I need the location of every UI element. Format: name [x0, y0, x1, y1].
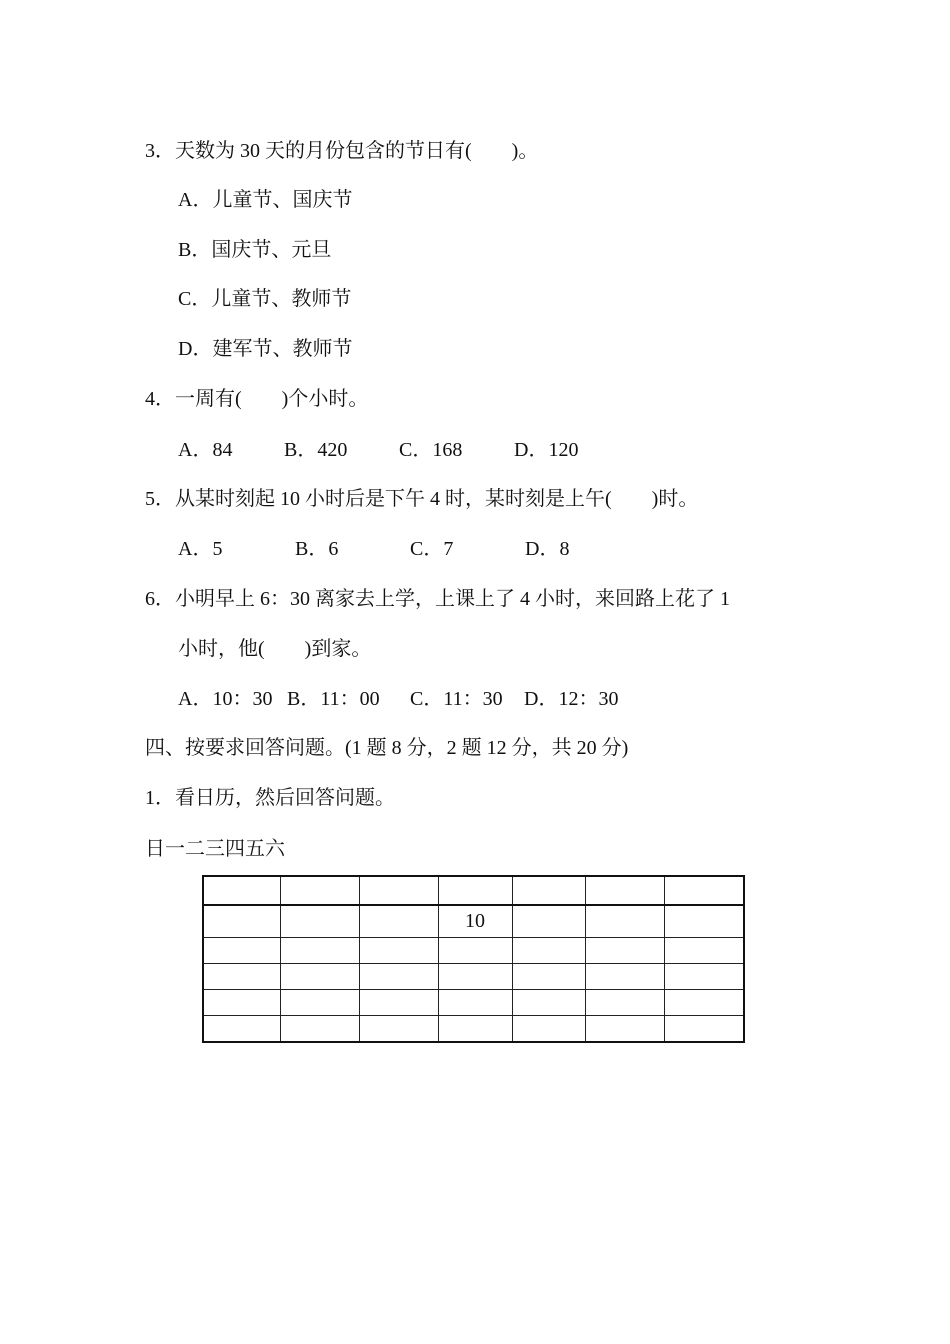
- calendar-row: [203, 905, 744, 938]
- calendar-cell: [585, 964, 664, 990]
- calendar-table: [202, 875, 745, 1043]
- calendar-cell: [664, 876, 744, 905]
- calendar-cell: [280, 990, 359, 1016]
- calendar-cell: [585, 1016, 664, 1043]
- calendar-cell: [280, 938, 359, 964]
- calendar-cell: [359, 1016, 438, 1043]
- calendar-cell: [438, 1016, 512, 1043]
- question-3-option-c: C．儿童节、教师节: [178, 288, 352, 310]
- calendar-cell: [664, 964, 744, 990]
- calendar-cell: [280, 1016, 359, 1043]
- question-4-option-c: C．168: [399, 439, 463, 461]
- calendar-cell: [359, 990, 438, 1016]
- question-6-stem-line2: 小时，他( )到家。: [178, 638, 372, 660]
- calendar-weekday-header: 日一二三四五六: [145, 838, 285, 860]
- question-6-option-a: A．10：30: [178, 688, 273, 710]
- question-4-option-b: B．420: [284, 439, 348, 461]
- calendar-row: [203, 964, 744, 990]
- question-5-stem: 5．从某时刻起 10 小时后是下午 4 时，某时刻是上午( )时。: [145, 488, 699, 510]
- calendar-cell: [585, 990, 664, 1016]
- calendar-row: [203, 1016, 744, 1043]
- calendar-cell: [359, 938, 438, 964]
- question-3-option-b: B．国庆节、元旦: [178, 239, 332, 261]
- calendar-cell: [512, 938, 585, 964]
- calendar-cell: [203, 905, 280, 938]
- question-3-stem: 3．天数为 30 天的月份包含的节日有( )。: [145, 140, 539, 162]
- calendar-row: [203, 938, 744, 964]
- question-3-option-d: D．建军节、教师节: [178, 338, 353, 360]
- question-4-option-d: D．120: [514, 439, 579, 461]
- calendar-cell: [512, 905, 585, 938]
- calendar-cell: [585, 938, 664, 964]
- calendar-cell: [203, 964, 280, 990]
- question-6-stem-line1: 6．小明早上 6：30 离家去上学，上课上了 4 小时，来回路上花了 1: [145, 588, 730, 610]
- calendar-cell: [512, 964, 585, 990]
- calendar-cell: [664, 1016, 744, 1043]
- calendar-cell: [203, 876, 280, 905]
- calendar-cell: [203, 990, 280, 1016]
- question-6-option-d: D．12：30: [524, 688, 619, 710]
- calendar-cell: [438, 964, 512, 990]
- calendar-cell: [438, 990, 512, 1016]
- question-3-option-a: A．儿童节、国庆节: [178, 189, 353, 211]
- calendar-cell: [359, 876, 438, 905]
- calendar-row: [203, 990, 744, 1016]
- calendar-header-row: [203, 876, 744, 905]
- calendar-cell: [512, 990, 585, 1016]
- calendar-cell-wednesday: 10: [438, 905, 512, 938]
- calendar-cell: [203, 1016, 280, 1043]
- calendar-cell: [512, 1016, 585, 1043]
- calendar-cell: [664, 938, 744, 964]
- calendar-cell: [203, 938, 280, 964]
- calendar-cell: [359, 905, 438, 938]
- calendar-cell: [664, 905, 744, 938]
- question-4-stem: 4．一周有( )个小时。: [145, 388, 369, 410]
- question-5-option-d: D．8: [525, 538, 570, 560]
- question-6-option-c: C．11：30: [410, 688, 503, 710]
- section-4-item-1: 1．看日历，然后回答问题。: [145, 787, 395, 809]
- calendar-cell: [438, 938, 512, 964]
- calendar-cell: [512, 876, 585, 905]
- calendar-cell: [280, 905, 359, 938]
- calendar-cell: [585, 905, 664, 938]
- calendar-cell: [280, 876, 359, 905]
- section-4-title: 四、按要求回答问题。(1 题 8 分，2 题 12 分，共 20 分): [145, 737, 629, 759]
- question-5-option-b: B．6: [295, 538, 339, 560]
- calendar-cell: [664, 990, 744, 1016]
- question-5-option-a: A．5: [178, 538, 223, 560]
- calendar-cell: [585, 876, 664, 905]
- calendar-cell: [438, 876, 512, 905]
- question-5-option-c: C．7: [410, 538, 454, 560]
- question-6-option-b: B．11：00: [287, 688, 380, 710]
- question-4-option-a: A．84: [178, 439, 233, 461]
- calendar-cell: [359, 964, 438, 990]
- calendar-cell: [280, 964, 359, 990]
